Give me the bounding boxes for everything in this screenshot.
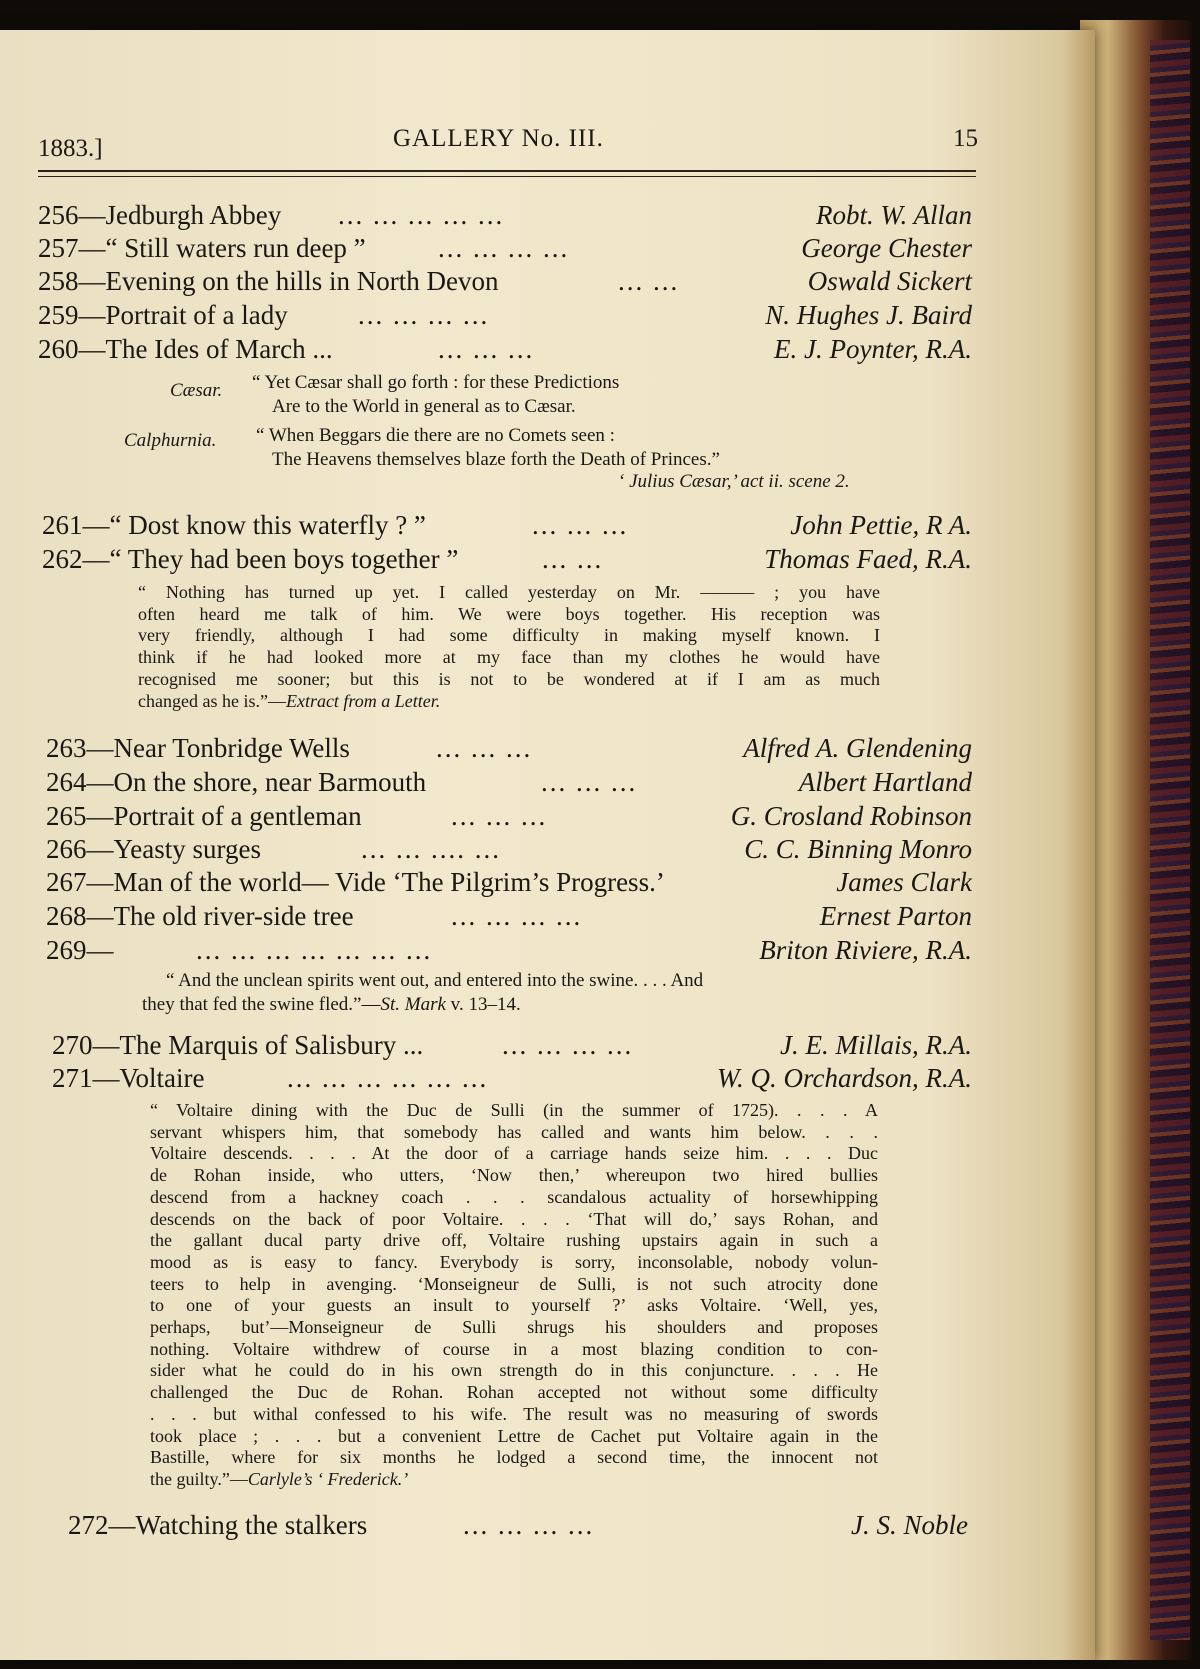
entry-title: Jedburgh Abbey bbox=[105, 200, 282, 230]
catalogue-entry: 271—Voltaire ... ... ... ... ... ... W. Q. Orchardson, R.A. bbox=[52, 1063, 972, 1093]
header-year: 1883.] bbox=[38, 135, 103, 162]
catalogue-entry: 267—Man of the world— Vide ‘The Pilgrim’s Progress.’ James Clark bbox=[46, 867, 972, 897]
entry-artist: Alfred A. Glendening bbox=[743, 733, 972, 763]
leader-dots: ... ... ... ... ... ... ... bbox=[196, 935, 433, 965]
leader-dots: ... ... ... ... bbox=[438, 233, 570, 263]
entry-title: “ Dost know this waterfly ? ” bbox=[109, 510, 426, 540]
entry-artist: Briton Riviere, R.A. bbox=[759, 935, 972, 965]
quote-line: perhaps, but’—Monseigneur de Sulli shrugs his shoulders and proposes bbox=[150, 1317, 878, 1338]
quote-262 bbox=[138, 582, 880, 712]
entry-title: The Ides of March ... bbox=[105, 334, 333, 364]
entry-artist: Oswald Sickert bbox=[807, 266, 972, 296]
quote-source: ‘ Julius Cæsar,’ act ii. scene 2. bbox=[618, 471, 850, 492]
quote-speaker: Calphurnia. bbox=[124, 430, 217, 451]
entry-artist: G. Crosland Robinson bbox=[730, 801, 972, 831]
entry-artist: Ernest Parton bbox=[819, 901, 972, 931]
leader-dots: ... ... ... bbox=[532, 510, 629, 540]
catalogue-entry: 272—Watching the stalkers ... ... ... ... J. S. Noble bbox=[68, 1510, 968, 1540]
leader-dots: ... ... bbox=[618, 266, 680, 296]
quote-line: think if he had looked more at my face than my clothes he would have bbox=[138, 647, 880, 668]
quote-line: “ And the unclean spirits went out, and entered into the swine. . . . And bbox=[166, 970, 704, 991]
entry-number: 259 bbox=[38, 300, 79, 330]
quote-line: mood as is easy to fancy. Everybody is sorry, inconsolable, nobody volun- bbox=[150, 1251, 878, 1272]
header-rule-thin bbox=[38, 176, 976, 177]
catalogue-entry: 263—Near Tonbridge Wells ... ... ... Alfred A. Glendening bbox=[46, 733, 972, 763]
quote-line: Bastille, where for six months he lodged a second time, the innocent not bbox=[150, 1447, 878, 1468]
entry-artist: James Clark bbox=[836, 867, 972, 897]
quote-line: Are to the World in general as to Cæsar. bbox=[272, 396, 576, 417]
quote-ref: v. 13–14. bbox=[445, 994, 521, 1015]
header-rule bbox=[38, 170, 976, 172]
leader-dots: ... ... ... ... bbox=[451, 901, 583, 931]
entry-number: 269 bbox=[46, 935, 87, 965]
entry-artist: George Chester bbox=[801, 233, 972, 263]
catalogue-entry: 266—Yeasty surges ... ... .... ... C. C. Binning Monro bbox=[46, 834, 972, 864]
entry-number: 266 bbox=[46, 834, 87, 864]
entry-number: 260 bbox=[38, 334, 79, 364]
quote-source: Extract from a Letter. bbox=[285, 690, 441, 711]
catalogue-entry: 258—Evening on the hills in North Devon ... ... Oswald Sickert bbox=[38, 266, 972, 296]
quote-line: teers to help in avenging. ‘Monseigneur de Sulli, is not such atrocity done bbox=[150, 1273, 878, 1294]
entry-title: On the shore, near Barmouth bbox=[113, 767, 427, 797]
catalogue-entry: 262—“ They had been boys together ” ... ... Thomas Faed, R.A. bbox=[42, 544, 972, 574]
quote-line: changed as he is.”— bbox=[138, 690, 286, 711]
page-header bbox=[38, 125, 978, 165]
quote-source: Carlyle’s ‘ Frederick.’ bbox=[247, 1468, 409, 1489]
leader-dots: ... ... ... bbox=[541, 767, 638, 797]
entry-artist: Thomas Faed, R.A. bbox=[764, 544, 972, 574]
catalogue-entry: 256—Jedburgh Abbey ... ... ... ... ... Robt. W. Allan bbox=[38, 200, 972, 230]
catalogue-entry: 261—“ Dost know this waterfly ? ” ... ... ... John Pettie, R A. bbox=[42, 510, 972, 540]
quote-line: “ Nothing has turned up yet. I called yesterday on Mr. ——— ; you have bbox=[138, 582, 880, 602]
quote-line: descends on the back of poor Voltaire. . . . ‘That will do,’ says Rohan, and bbox=[150, 1208, 878, 1229]
catalogue-entry: 269— ... ... ... ... ... ... ... Briton Riviere, R.A. bbox=[46, 935, 972, 965]
entry-artist: J. S. Noble bbox=[851, 1510, 968, 1540]
entry-title: Evening on the hills in North Devon bbox=[105, 266, 499, 296]
entry-title: Watching the stalkers bbox=[135, 1510, 368, 1540]
entry-number: 256 bbox=[38, 200, 79, 230]
entry-number: 261 bbox=[42, 510, 83, 540]
entry-title: Portrait of a gentleman bbox=[113, 801, 362, 831]
entry-number: 268 bbox=[46, 901, 87, 931]
quote-271 bbox=[150, 1100, 878, 1491]
quote-line: descend from a hackney coach . . . scandalous actuality of horsewhipping bbox=[150, 1186, 878, 1207]
entry-number: 271 bbox=[52, 1063, 93, 1093]
leader-dots: ... ... ... ... bbox=[358, 300, 490, 330]
catalogue-entry: 270—The Marquis of Salisbury ... ... ... ... ... J. E. Millais, R.A. bbox=[52, 1030, 972, 1060]
quote-line: . . . but withal confessed to his wife. The result was no measuring of swords bbox=[150, 1403, 878, 1424]
page-number: 15 bbox=[953, 125, 978, 152]
quote-line: servant whispers him, that somebody has called and wants him below. . . . bbox=[150, 1121, 878, 1142]
quote-line: recognised me sooner; but this is not to be wondered at if I am as much bbox=[138, 668, 880, 689]
entry-title: Yeasty surges bbox=[113, 834, 262, 864]
leader-dots: ... ... ... bbox=[436, 733, 533, 763]
entry-artist: W. Q. Orchardson, R.A. bbox=[717, 1063, 972, 1093]
leader-dots: ... ... ... bbox=[451, 801, 548, 831]
catalogue-entry: 265—Portrait of a gentleman ... ... ... G. Crosland Robinson bbox=[46, 801, 972, 831]
catalogue-entry: 259—Portrait of a lady ... ... ... ... N. Hughes J. Baird bbox=[38, 300, 972, 330]
quote-line: the gallant ducal party drive off, Voltaire rushing upstairs again in such a bbox=[150, 1230, 878, 1251]
entry-artist: Robt. W. Allan bbox=[815, 200, 972, 230]
quote-speaker: Cæsar. bbox=[170, 380, 223, 401]
catalogue-entry: 264—On the shore, near Barmouth ... ... ... Albert Hartland bbox=[46, 767, 972, 797]
quote-line: took place ; . . . but a convenient Lettre de Cachet put Voltaire again in the bbox=[150, 1425, 878, 1446]
entry-artist: John Pettie, R A. bbox=[790, 510, 972, 540]
entry-title: “ Still waters run deep ” bbox=[105, 233, 366, 263]
entry-number: 257 bbox=[38, 233, 79, 263]
entry-title: Voltaire bbox=[119, 1063, 205, 1093]
quote-line: to one of your guests an insult to yourself ?’ asks Voltaire. ‘Well, yes, bbox=[150, 1295, 878, 1316]
quote-line: Voltaire descends. . . . At the door of a carriage hands seize him. . . . Duc bbox=[150, 1143, 878, 1164]
leader-dots: ... ... ... ... bbox=[463, 1510, 595, 1540]
quote-line: very friendly, although I had some difficulty in making myself known. I bbox=[138, 625, 880, 646]
entry-number: 258 bbox=[38, 266, 79, 296]
entry-title: The old river-side tree bbox=[113, 901, 354, 931]
leader-dots: ... ... .... ... bbox=[361, 834, 501, 864]
entry-number: 270 bbox=[52, 1030, 93, 1060]
entry-title: Portrait of a lady bbox=[105, 300, 288, 330]
entry-number: 272 bbox=[68, 1510, 109, 1540]
quote-line: The Heavens themselves blaze forth the Death of Princes.” bbox=[272, 449, 720, 470]
entry-number: 265 bbox=[46, 801, 87, 831]
entry-title: Man of the world— Vide ‘The Pilgrim’s Progress.’ bbox=[113, 867, 665, 897]
catalogue-entry: 257—“ Still waters run deep ” ... ... ... ... George Chester bbox=[38, 233, 972, 263]
entry-number: 263 bbox=[46, 733, 87, 763]
entry-title: The Marquis of Salisbury ... bbox=[119, 1030, 424, 1060]
leader-dots: ... ... ... ... bbox=[502, 1030, 634, 1060]
quote-line: “ When Beggars die there are no Comets seen : bbox=[256, 425, 615, 446]
entry-artist: E. J. Poynter, R.A. bbox=[774, 334, 972, 364]
entry-artist: N. Hughes J. Baird bbox=[765, 300, 972, 330]
marbled-edge bbox=[1150, 40, 1190, 1640]
quote-line: they that fed the swine fled.”— bbox=[142, 994, 381, 1015]
quote-line: often heard me talk of him. We were boys together. His reception was bbox=[138, 603, 880, 624]
quote-line: challenged the Duc de Rohan. Rohan accepted not without some difficulty bbox=[150, 1382, 878, 1403]
entry-title: Near Tonbridge Wells bbox=[113, 733, 350, 763]
leader-dots: ... ... ... ... ... ... bbox=[287, 1063, 489, 1093]
entry-artist: Albert Hartland bbox=[798, 767, 972, 797]
header-title: GALLERY No. III. bbox=[393, 125, 604, 152]
entry-title: “ They had been boys together ” bbox=[109, 544, 459, 574]
quote-line: de Rohan inside, who utters, ‘Now then,’ whereupon two hired bullies bbox=[150, 1165, 878, 1186]
catalogue-entry: 268—The old river-side tree ... ... ... ... Ernest Parton bbox=[46, 901, 972, 931]
entry-number: 262 bbox=[42, 544, 83, 574]
quote-line: “ Yet Cæsar shall go forth : for these Predictions bbox=[252, 372, 620, 393]
entry-number: 267 bbox=[46, 867, 87, 897]
leader-dots: ... ... ... ... ... bbox=[338, 200, 505, 230]
quote-source: St. Mark bbox=[380, 994, 446, 1015]
entry-artist: J. E. Millais, R.A. bbox=[780, 1030, 972, 1060]
quote-line: the guilty.”— bbox=[150, 1468, 248, 1489]
catalogue-entry: 260—The Ides of March ... ... ... ... E. J. Poynter, R.A. bbox=[38, 334, 972, 364]
quote-line: nothing. Voltaire withdrew of course in a most blazing condition to con- bbox=[150, 1338, 878, 1359]
quote-line: sider what he could do in his own strength do in this conjuncture. . . . He bbox=[150, 1360, 878, 1381]
entry-number: 264 bbox=[46, 767, 87, 797]
quote-line: “ Voltaire dining with the Duc de Sulli (in the summer of 1725). . . . A bbox=[150, 1100, 878, 1120]
entry-artist: C. C. Binning Monro bbox=[744, 834, 972, 864]
leader-dots: ... ... bbox=[542, 544, 604, 574]
leader-dots: ... ... ... bbox=[438, 334, 535, 364]
